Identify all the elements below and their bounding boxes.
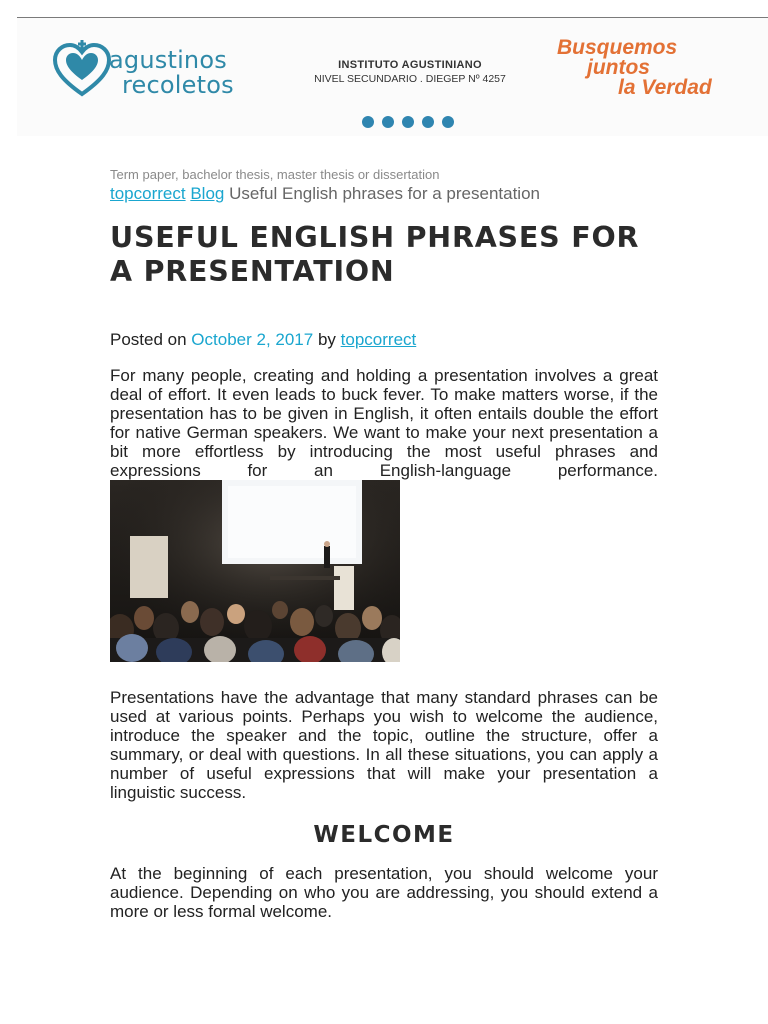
institute-line2: NIVEL SECUNDARIO . DIEGEP Nº 4257 [314, 73, 506, 85]
motto-line1: Busquemos [557, 36, 678, 59]
welcome-paragraph: At the beginning of each presentation, you should welcome your audience. Depending on who you are addressing, you should extend a more or less formal welcome. [110, 864, 658, 921]
intro-paragraph: For many people, creating and holding a presentation involves a great deal of effort. It even leads to buck fever. To make matters worse, if the presentation has to be given in English, it often entails double the effort for native German speakers. We want to make your next presentation a bit more effortless by introducing the most useful phrases and expressions for an English-language performance. [110, 366, 658, 480]
slider-dot[interactable] [422, 116, 434, 128]
slider-dot[interactable] [402, 116, 414, 128]
slider-dots [362, 116, 454, 128]
site-tagline: Term paper, bachelor thesis, master thesis or dissertation [110, 167, 440, 182]
agustinos-recoletos-logo[interactable] [52, 36, 242, 100]
institute-name [300, 58, 520, 86]
slider-dot[interactable] [362, 116, 374, 128]
logo-text-line1: agustinos [109, 46, 227, 74]
breadcrumb-home-link[interactable]: topcorrect [110, 184, 186, 203]
motto [555, 38, 755, 98]
breadcrumb [110, 184, 658, 204]
presentation-audience-photo [110, 480, 400, 662]
breadcrumb-blog-link[interactable]: Blog [190, 184, 225, 203]
heart-logo-icon [52, 36, 112, 100]
slider-dot[interactable] [382, 116, 394, 128]
motto-line3: la Verdad [618, 76, 712, 99]
section-heading-welcome: WELCOME [313, 822, 455, 848]
author-link[interactable]: topcorrect [340, 330, 417, 349]
article-content [110, 167, 658, 921]
motto-line2: juntos [587, 56, 650, 79]
post-meta [110, 330, 658, 350]
site-header [17, 18, 768, 136]
post-date-link[interactable]: October 2, 2017 [191, 330, 314, 349]
slider-dot[interactable] [442, 116, 454, 128]
posted-on-label: Posted on [110, 330, 187, 349]
page-title: USEFUL ENGLISH PHRASES FOR A PRESENTATION [110, 221, 640, 288]
institute-line1: INSTITUTO AGUSTINIANO [338, 59, 482, 71]
by-label: by [317, 330, 336, 349]
breadcrumb-current: Useful English phrases for a presentation [229, 184, 540, 203]
logo-text-line2: recoletos [122, 71, 234, 99]
advantages-paragraph: Presentations have the advantage that many standard phrases can be used at various points. Perhaps you wish to welcome the audience, introduce the speaker and the topic, outline the structure, offer a summary, or deal with questions. In all these situations, you can apply a number of useful expressions that will make your presentation a linguistic success. [110, 688, 658, 802]
